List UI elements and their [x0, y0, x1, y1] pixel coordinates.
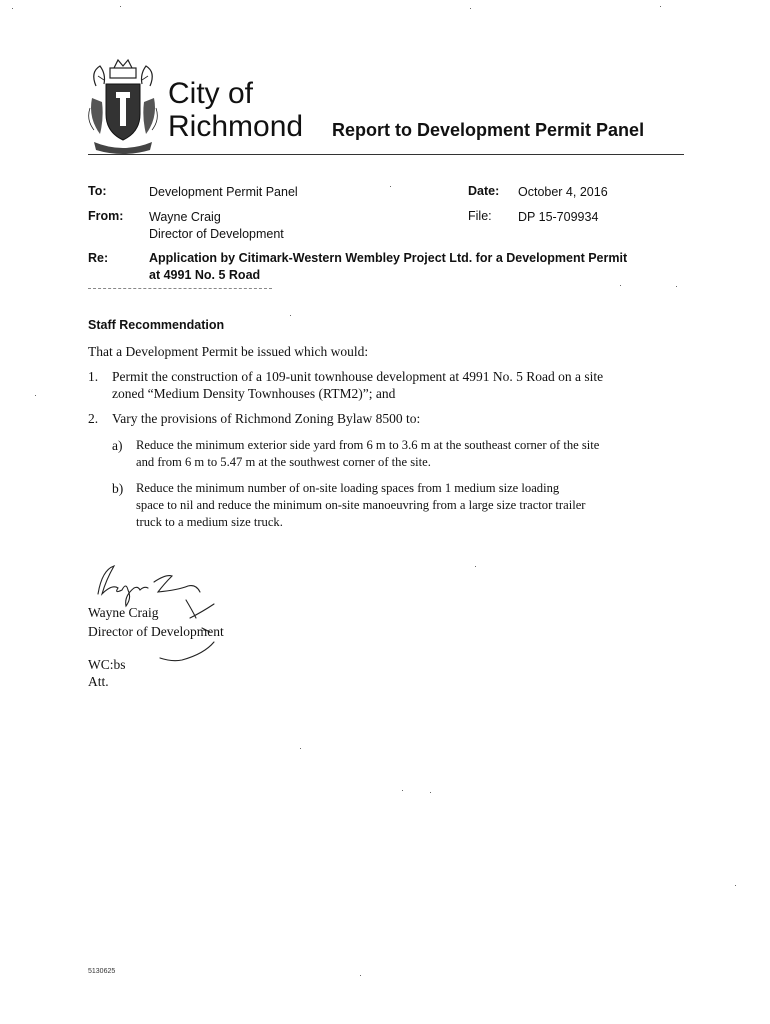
subitem-text-line: space to nil and reduce the minimum on-site manoeuvring from a large size tractor trailer	[136, 498, 586, 512]
scan-speck	[120, 6, 121, 7]
scan-speck	[360, 975, 361, 976]
signer-name: Wayne Craig	[88, 605, 159, 620]
subitem-text-line: Reduce the minimum exterior side yard from 6 m to 3.6 m at the southeast corner of the site	[136, 438, 600, 452]
to-label: To:	[88, 184, 107, 198]
item-text-line: Permit the construction of a 109-unit townhouse development at 4991 No. 5 Road on a site	[112, 369, 604, 384]
scan-speck	[620, 285, 621, 286]
org-name-line2: Richmond	[168, 110, 304, 143]
initials: WC:bs	[88, 657, 126, 672]
re-line2: at 4991 No. 5 Road	[149, 268, 261, 282]
document-code: 5130625	[88, 968, 116, 975]
date-label: Date:	[468, 184, 500, 198]
scan-speck	[660, 6, 661, 7]
from-name: Wayne Craig	[149, 210, 221, 224]
item-text-line: zoned “Medium Density Townhouses (RTM2)”; and	[112, 386, 396, 401]
attachment-note: Att.	[88, 674, 109, 689]
subitem-letter: a)	[112, 438, 123, 453]
re-label: Re:	[88, 251, 109, 265]
re-underline	[88, 288, 272, 289]
org-name-line1: City of	[168, 77, 254, 110]
subitem-letter: b)	[112, 481, 124, 496]
date-value: October 4, 2016	[518, 185, 608, 199]
file-label: File:	[468, 209, 492, 223]
re-line1: Application by Citimark-Western Wembley Project Ltd. for a Development Permit	[149, 251, 628, 265]
scan-speck	[12, 8, 13, 9]
header-divider	[88, 154, 684, 155]
from-title: Director of Development	[149, 227, 284, 241]
file-value: DP 15-709934	[518, 210, 599, 224]
scan-speck	[475, 566, 476, 567]
scan-speck	[735, 885, 736, 886]
scan-speck	[470, 8, 471, 9]
scan-speck	[390, 186, 391, 187]
subitem-text-line: truck to a medium size truck.	[136, 515, 283, 529]
report-title: Report to Development Permit Panel	[332, 120, 645, 140]
from-label: From:	[88, 209, 124, 223]
section-heading: Staff Recommendation	[88, 318, 225, 332]
city-crest-logo	[86, 58, 160, 158]
item-number: 2.	[88, 411, 99, 426]
item-text-line: Vary the provisions of Richmond Zoning Bylaw 8500 to:	[112, 411, 421, 426]
recommendation-intro: That a Development Permit be issued which would:	[88, 344, 369, 359]
signer-title: Director of Development	[88, 624, 224, 639]
scan-speck	[676, 286, 677, 287]
scan-speck	[402, 790, 403, 791]
scan-speck	[290, 315, 291, 316]
to-value: Development Permit Panel	[149, 185, 298, 199]
scan-speck	[430, 792, 431, 793]
scan-speck	[300, 748, 301, 749]
subitem-text-line: Reduce the minimum number of on-site loading spaces from 1 medium size loading	[136, 481, 560, 495]
scan-speck	[35, 395, 36, 396]
item-number: 1.	[88, 369, 99, 384]
subitem-text-line: and from 6 m to 5.47 m at the southwest corner of the site.	[136, 455, 431, 469]
